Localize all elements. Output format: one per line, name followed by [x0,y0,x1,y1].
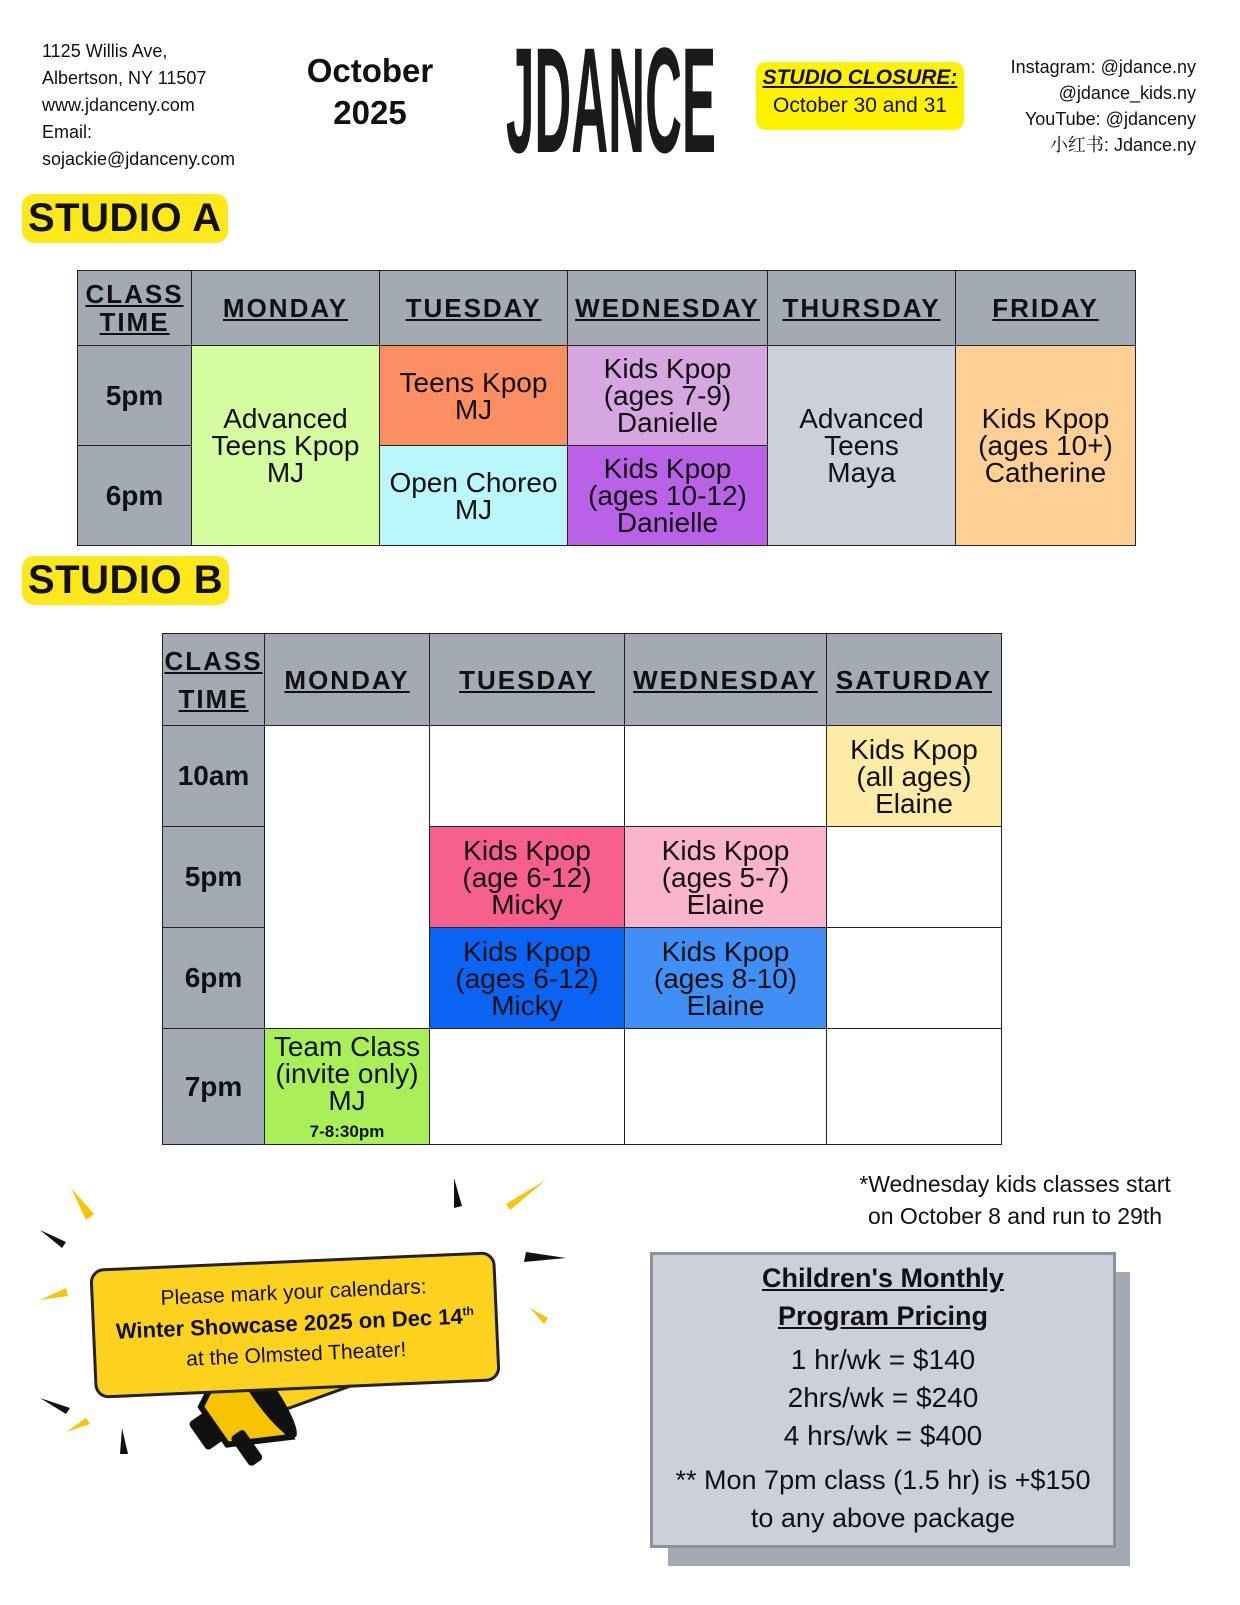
time-6pm: 6pm [163,928,265,1029]
time-5pm: 5pm [163,827,265,928]
month-name: October [306,52,434,89]
studio-a-schedule [77,270,1136,546]
class-open-choreo: Open Choreo MJ [380,446,568,546]
time-7pm: 7pm [163,1029,265,1145]
email-link[interactable]: sojackie@jdanceny.com [42,149,236,169]
class-kids-kpop-7-9: Kids Kpop (ages 7-9) Danielle [568,346,768,446]
studio-address [42,38,235,173]
callout-line2: Winter Showcase 2025 on Dec 14th [115,1303,475,1344]
wednesday-note [850,1168,1180,1232]
class-kids-kpop-5-7: Kids Kpop (ages 5-7) Elaine [625,827,827,928]
time-5pm: 5pm [78,346,192,446]
pricing-box [650,1252,1116,1548]
header-wednesday: WEDNESDAY [625,634,827,726]
studio-b-label: STUDIO B [22,556,229,605]
closure-dates: October 30 and 31 [773,94,947,117]
instagram-link[interactable]: Instagram: @jdance.ny [1010,57,1196,77]
price-line: 2hrs/wk = $240 [787,1382,979,1413]
class-teens-kpop: Teens Kpop MJ [380,346,568,446]
price-line: 4 hrs/wk = $400 [783,1420,983,1451]
note-line: *Wednesday kids classes start [859,1171,1171,1197]
year: 2025 [333,94,407,131]
empty-cell [827,827,1002,928]
address-line: Albertson, NY 11507 [42,68,207,88]
empty-cell [827,928,1002,1029]
logo-text: JDANCE [506,30,716,162]
header-class-time: CLASS TIME [78,271,192,346]
class-kids-kpop-all-ages: Kids Kpop (all ages) Elaine [827,726,1002,827]
showcase-callout [89,1251,500,1399]
header-monday: MONDAY [265,634,430,726]
empty-cell [265,726,430,1029]
jdance-logo [506,30,720,162]
header-tuesday: TUESDAY [430,634,625,726]
header-wednesday: WEDNESDAY [568,271,768,346]
header-saturday: SATURDAY [827,634,1002,726]
time-10am: 10am [163,726,265,827]
time-6pm: 6pm [78,446,192,546]
header-thursday: THURSDAY [768,271,956,346]
price-line: 1 hr/wk = $140 [790,1344,976,1375]
class-advanced-teens-kpop: Advanced Teens Kpop MJ [192,346,380,546]
social-links [1011,54,1196,158]
email-label: Email: [42,122,93,142]
address-line: 1125 Willis Ave, [42,41,168,61]
team-class-time-note: 7-8:30pm [309,1121,385,1141]
class-advanced-teens: Advanced Teens Maya [768,346,956,546]
header-friday: FRIDAY [956,271,1136,346]
instagram-kids-link[interactable]: @jdance_kids.ny [1058,83,1196,103]
studio-closure-notice [756,62,964,130]
empty-cell [430,1029,625,1145]
studio-a-label: STUDIO A [22,194,228,243]
website-link[interactable]: www.jdanceny.com [42,95,195,115]
empty-cell [430,726,625,827]
price-note: ** Mon 7pm class (1.5 hr) is +$150 [675,1465,1091,1495]
pricing-title: Program Pricing [777,1301,989,1331]
youtube-link[interactable]: YouTube: @jdanceny [1024,109,1196,129]
xiaohongshu-link[interactable]: 小红书: Jdance.ny [1049,135,1196,155]
class-kids-kpop-6-12-micky: Kids Kpop (ages 6-12) Micky [430,928,625,1029]
pricing-title: Children's Monthly [762,1263,1004,1293]
header-tuesday: TUESDAY [380,271,568,346]
empty-cell [827,1029,1002,1145]
class-kids-kpop-6-12: Kids Kpop (age 6-12) Micky [430,827,625,928]
schedule-month [300,50,440,134]
header-class-time: CLASS TIME [163,634,265,726]
callout-line1: Please mark your calendars: [160,1275,428,1310]
closure-title: STUDIO CLOSURE: [762,66,958,89]
price-note: to any above package [750,1503,1016,1533]
note-line: on October 8 and run to 29th [867,1203,1163,1229]
studio-b-schedule [162,633,1002,1145]
header-monday: MONDAY [192,271,380,346]
class-kids-kpop-8-10: Kids Kpop (ages 8-10) Elaine [625,928,827,1029]
callout-line3: at the Olmsted Theater! [185,1338,407,1371]
class-kids-kpop-10-plus: Kids Kpop (ages 10+) Catherine [956,346,1136,546]
class-team-class: Team Class (invite only) MJ 7-8:30pm [265,1029,430,1145]
class-kids-kpop-10-12: Kids Kpop (ages 10-12) Danielle [568,446,768,546]
empty-cell [625,726,827,827]
empty-cell [625,1029,827,1145]
